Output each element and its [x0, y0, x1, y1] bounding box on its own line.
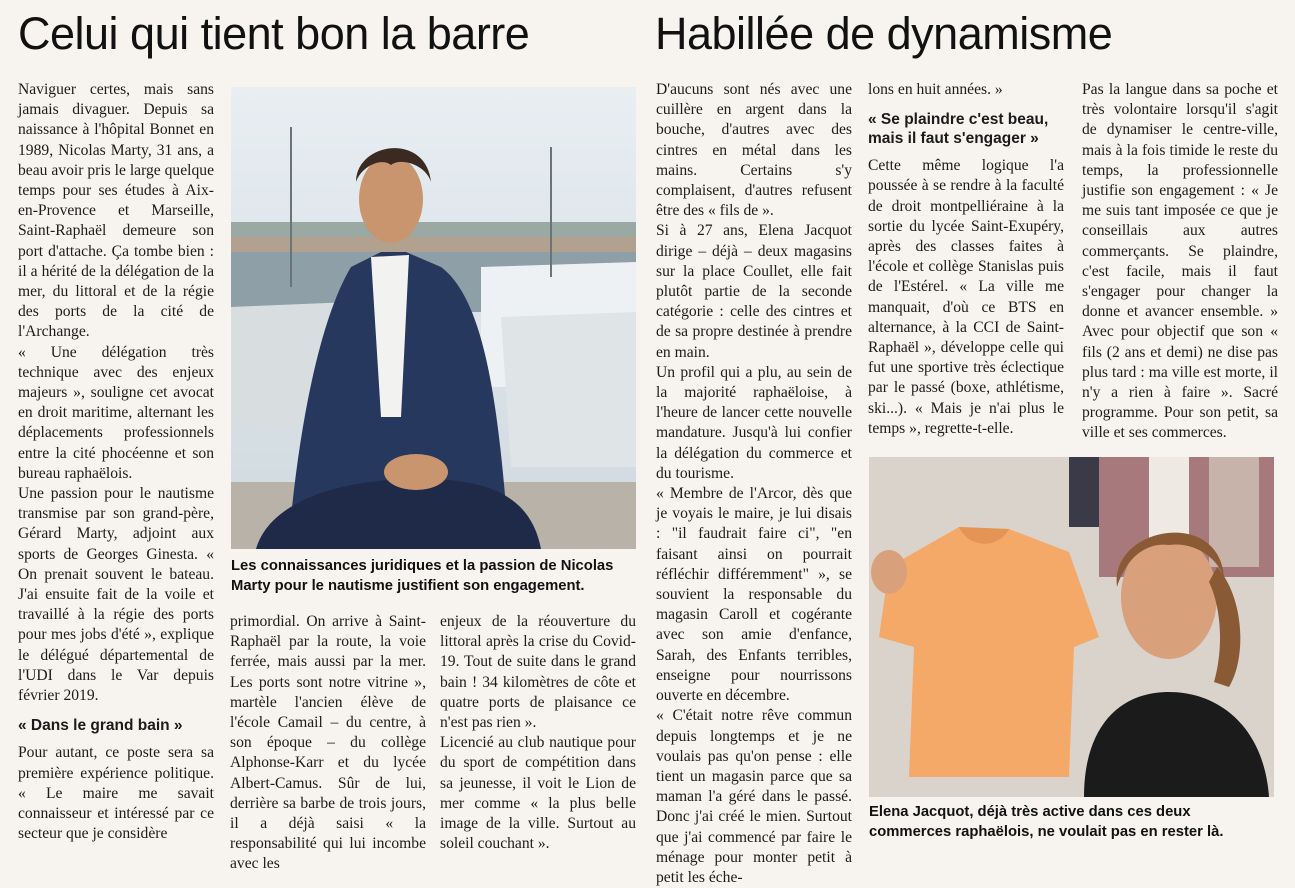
woman-holding-shirt-illustration	[869, 457, 1274, 797]
article2-paragraph: Cette même logique l'a poussée à se rendre à la faculté de droit montpelliéraine à la sortie du lycée Saint-Exupéry, après des classes faites à l'école et collège Stanislas puis de l'Estérel. « La ville me manquait, d'où ce BTS en alternance, à la CCI de Saint-Raphaël », développe celle qui fut une sportive très éclectique par le passé (boxe, athlétisme, ski...). « Mais je n'ai plus le temps », regrette-t-elle.	[868, 157, 1064, 437]
article2-column-3	[1082, 80, 1278, 450]
article1-paragraph: Une passion pour le nautisme transmise par son grand-père, Gérard Marty, adjoint aux sports de Georges Ginesta. « On prenait souvent le bateau. J'ai ensuite fait de la voile et travaillé à la régie des ports pour mes jobs d'été », explique le délégué départemental de l'UDI dans le Var depuis février 2019.	[18, 485, 214, 705]
article2-photo-caption: Elena Jacquot, déjà très active dans ces deux commerces raphaëlois, ne voulait pas en rester là.	[869, 804, 1224, 840]
article2-paragraph: lons en huit années. »	[868, 81, 1003, 98]
article1-column-3	[440, 612, 636, 853]
man-on-harbor-illustration	[231, 87, 636, 549]
article2-paragraph: « Membre de l'Arcor, dès que je voyais le maire, je lui disais : "il faudrait faire ci", "en faisant ainsi on pourrait réfléchir différemment" », se souvient la responsable du magasin Caroll et cogérante avec son amie d'enfance, Sarah, des Enfants terribles, enseigne pour nourrissons ouverte en décembre.	[656, 485, 852, 705]
article2-paragraph: Si à 27 ans, Elena Jacquot dirige – déjà – deux magasins sur la place Coullet, elle fait plutôt partie de la seconde catégorie : celle des cintres et de sa propre destinée à prendre en main.	[656, 222, 852, 361]
article2-paragraph: Un profil qui a plu, au sein de la majorité raphaëloise, à l'heure de lancer cette nouvelle mandature. Jusqu'à lui confier la délégation du commerce et du tourisme.	[656, 363, 852, 482]
article2-paragraph: Pas la langue dans sa poche et très volontaire lorsqu'il s'agit de dynamiser le centre-ville, mais à la fois timide le reste du temps, la professionnelle justifie son engagement : « Je me suis tant imposée ce que je conseillais aux autres commerçants. Se plaindre, c'est facile, mais il faut s'engager pour changer la donne et avancer ensemble. » Avec pour objectif que son « fils (2 ans et demi) ne dise pas plus tard : ma ville est morte, il n'y a rien à faire ». Sacré programme. Pour son petit, sa ville et ses commerces.	[1082, 81, 1278, 442]
headline-article-2: Habillée de dynamisme	[655, 8, 1113, 59]
article1-paragraph: Licencié au club nautique pour du sport de compétition dans sa jeunesse, il voit le Lion de mer comme « la plus belle image de la ville. Surtout au soleil couchant ».	[440, 734, 636, 853]
article1-subhead: « Dans le grand bain »	[18, 717, 183, 735]
article2-column-2	[868, 80, 1064, 450]
man-on-harbor-photo	[231, 87, 636, 549]
article2-subhead: « Se plaindre c'est beau, mais il faut s'engager »	[868, 111, 1049, 148]
article1-paragraph: enjeux de la réouverture du littoral après la crise du Covid-19. Tout de suite dans le grand bain ! 34 kilomètres de côte et quatre ports de plaisance ce n'est pas rien ».	[440, 613, 636, 732]
article1-paragraph: primordial. On arrive à Saint-Raphaël par la route, la voie ferrée, mais aussi par la mer. Les ports sont notre vitrine », martèle l'ancien élève de l'école Camail – du centre, à son époque – du collège Alphonse-Karr et du lycée Albert-Camus. Sûr de lui, derrière sa barbe de trois jours, il a déjà saisi « la responsabilité qui lui incombe avec les	[230, 613, 426, 873]
article1-column-1	[18, 80, 214, 850]
article2-paragraph: D'aucuns sont nés avec une cuillère en argent dans la bouche, d'autres avec des cintres en métal dans les mains. Certains s'y complaisent, d'autres refusent être des « fils de ».	[656, 81, 852, 220]
article1-paragraph: Pour autant, ce poste sera sa première expérience politique. « Le maire me savait connaisseur et intéressé par ce secteur que je considère	[18, 744, 214, 843]
woman-holding-shirt-photo	[869, 457, 1274, 797]
article2-column-1	[656, 80, 852, 886]
headline-article-1: Celui qui tient bon la barre	[18, 8, 530, 59]
article2-paragraph: « C'était notre rêve commun depuis longtemps et je ne voulais pas qu'on pense : elle tient un magasin parce que sa maman l'a géré dans le passé. Donc j'ai créé le mien. Surtout que j'ai commencé par faire le ménage pour monter petit à petit les éche-	[656, 707, 852, 886]
article1-photo-caption: Les connaissances juridiques et la passion de Nicolas Marty pour le nautisme justifient son engagement.	[231, 558, 614, 594]
article1-paragraph: Naviguer certes, mais sans jamais divaguer. Depuis sa naissance à l'hôpital Bonnet en 1989, Nicolas Marty, 31 ans, a beau avoir pris le large quelque temps pour ses études à Aix-en-Provence et Marseille, Saint-Raphaël demeure son port d'attache. Ça tombe bien : il a hérité de la délégation de la mer, du littoral et de la régie des ports de la cité de l'Archange.	[18, 81, 214, 341]
article1-column-2	[230, 612, 426, 873]
article1-paragraph: « Une délégation très technique avec des enjeux majeurs », souligne cet avocat en droit maritime, alternant les déplacements professionnels entre la cité phocéenne et son bureau raphaëlois.	[18, 343, 214, 482]
